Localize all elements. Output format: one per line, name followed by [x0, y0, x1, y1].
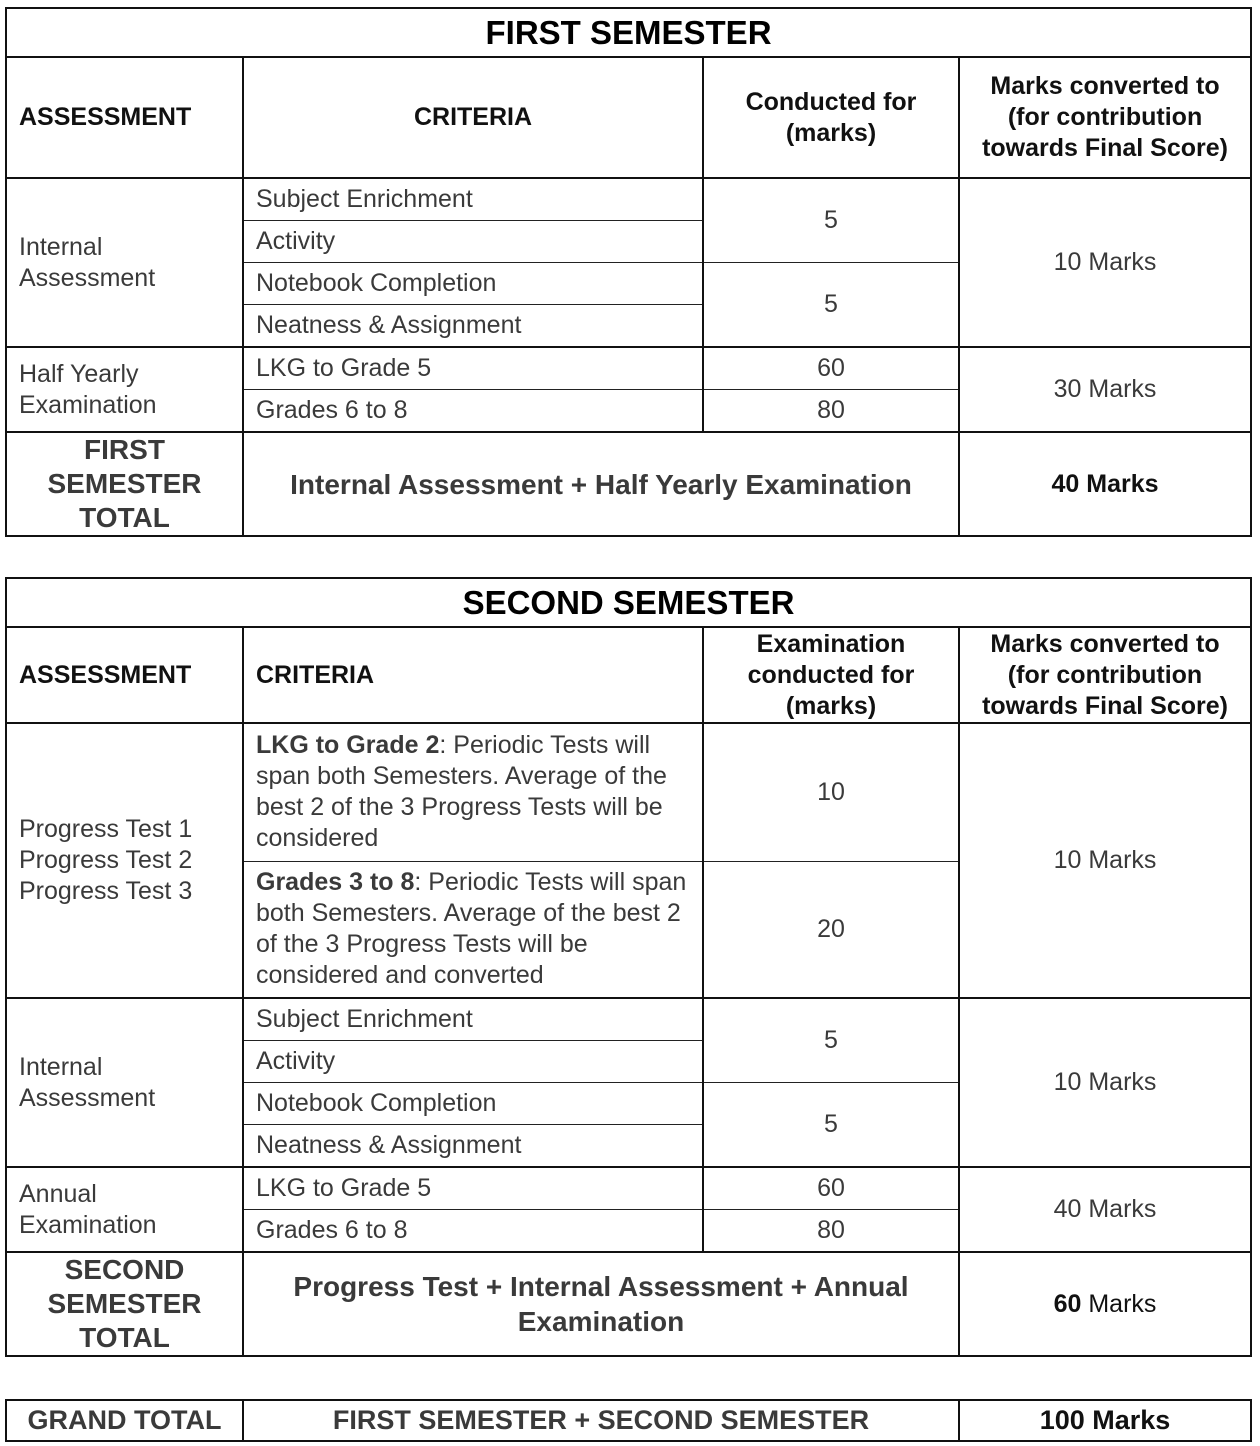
converted-value: 30 Marks [959, 347, 1251, 432]
criteria-item: Notebook Completion [243, 263, 703, 305]
criteria-item: Neatness & Assignment [243, 305, 703, 348]
criteria-item: Notebook Completion [243, 1083, 703, 1125]
criteria-item: Subject Enrichment [243, 178, 703, 221]
second-semester-total-number: 60 [1053, 1289, 1082, 1318]
first-semester-table [5, 7, 1252, 537]
second-semester-total-label: SECOND SEMESTER TOTAL [6, 1252, 243, 1356]
conducted-value: 5 [703, 263, 959, 348]
criteria-description: : Periodic Tests will span both Semesters. Average of the best 2 of the 3 Progress Tests will be considered [256, 731, 667, 853]
conducted-value: 5 [703, 178, 959, 263]
converted-value: 10 Marks [959, 178, 1251, 347]
criteria-grade-range: LKG to Grade 2 [256, 731, 440, 760]
criteria-item: LKG to Grade 5 [243, 1167, 703, 1210]
annual-exam-label: Annual Examination [6, 1167, 243, 1252]
first-semester-total-marks: 40 Marks [959, 432, 1251, 536]
second-semester-table [5, 577, 1252, 1357]
grand-total-label: GRAND TOTAL [6, 1400, 243, 1441]
first-semester-total-formula: Internal Assessment + Half Yearly Examination [243, 432, 959, 536]
grand-total-marks: 100 Marks [959, 1400, 1251, 1441]
criteria-item [243, 723, 703, 861]
header-converted-to: Marks converted to (for contribution towards Final Score) [959, 627, 1251, 723]
grand-total-formula: FIRST SEMESTER + SECOND SEMESTER [243, 1400, 959, 1441]
first-semester-total-label: FIRST SEMESTER TOTAL [6, 432, 243, 536]
converted-value: 40 Marks [959, 1167, 1251, 1252]
criteria-item: Subject Enrichment [243, 998, 703, 1041]
conducted-value: 5 [703, 1083, 959, 1168]
criteria-item [243, 861, 703, 998]
criteria-grade-range: Grades 3 to 8 [256, 868, 415, 897]
conducted-value: 60 [703, 1167, 959, 1210]
internal-assessment-label: Internal Assessment [6, 178, 243, 347]
criteria-item: Activity [243, 221, 703, 263]
criteria-item: Activity [243, 1041, 703, 1083]
first-semester-title: FIRST SEMESTER [6, 8, 1251, 57]
criteria-item: Grades 6 to 8 [243, 1210, 703, 1253]
header-assessment: ASSESSMENT [6, 57, 243, 178]
header-criteria: CRITERIA [243, 57, 703, 178]
progress-test-3: Progress Test 3 [19, 877, 193, 905]
conducted-value: 80 [703, 390, 959, 433]
second-semester-total-unit: Marks [1081, 1289, 1157, 1318]
progress-tests-label [6, 723, 243, 998]
grand-total-table [5, 1399, 1252, 1442]
conducted-value: 20 [703, 861, 959, 998]
conducted-value: 10 [703, 723, 959, 861]
header-assessment: ASSESSMENT [6, 627, 243, 723]
criteria-item: Neatness & Assignment [243, 1125, 703, 1168]
conducted-value: 80 [703, 1210, 959, 1253]
header-criteria: CRITERIA [243, 627, 703, 723]
criteria-description: : Periodic Tests will span both Semesters. Average of the best 2 of the 3 Progress Tests will be considered and converted [256, 868, 687, 990]
internal-assessment-label: Internal Assessment [6, 998, 243, 1167]
criteria-item: Grades 6 to 8 [243, 390, 703, 433]
header-conducted-for: Examination conducted for (marks) [703, 627, 959, 723]
second-semester-total-marks [959, 1252, 1251, 1356]
second-semester-title: SECOND SEMESTER [6, 578, 1251, 627]
converted-value: 10 Marks [959, 723, 1251, 998]
criteria-item: LKG to Grade 5 [243, 347, 703, 390]
converted-value: 10 Marks [959, 998, 1251, 1167]
half-yearly-label: Half Yearly Examination [6, 347, 243, 432]
header-conducted-for: Conducted for (marks) [703, 57, 959, 178]
progress-test-1: Progress Test 1 [19, 815, 193, 843]
conducted-value: 60 [703, 347, 959, 390]
second-semester-total-formula: Progress Test + Internal Assessment + Annual Examination [243, 1252, 959, 1356]
header-converted-to: Marks converted to (for contribution towards Final Score) [959, 57, 1251, 178]
conducted-value: 5 [703, 998, 959, 1083]
progress-test-2: Progress Test 2 [19, 846, 193, 874]
